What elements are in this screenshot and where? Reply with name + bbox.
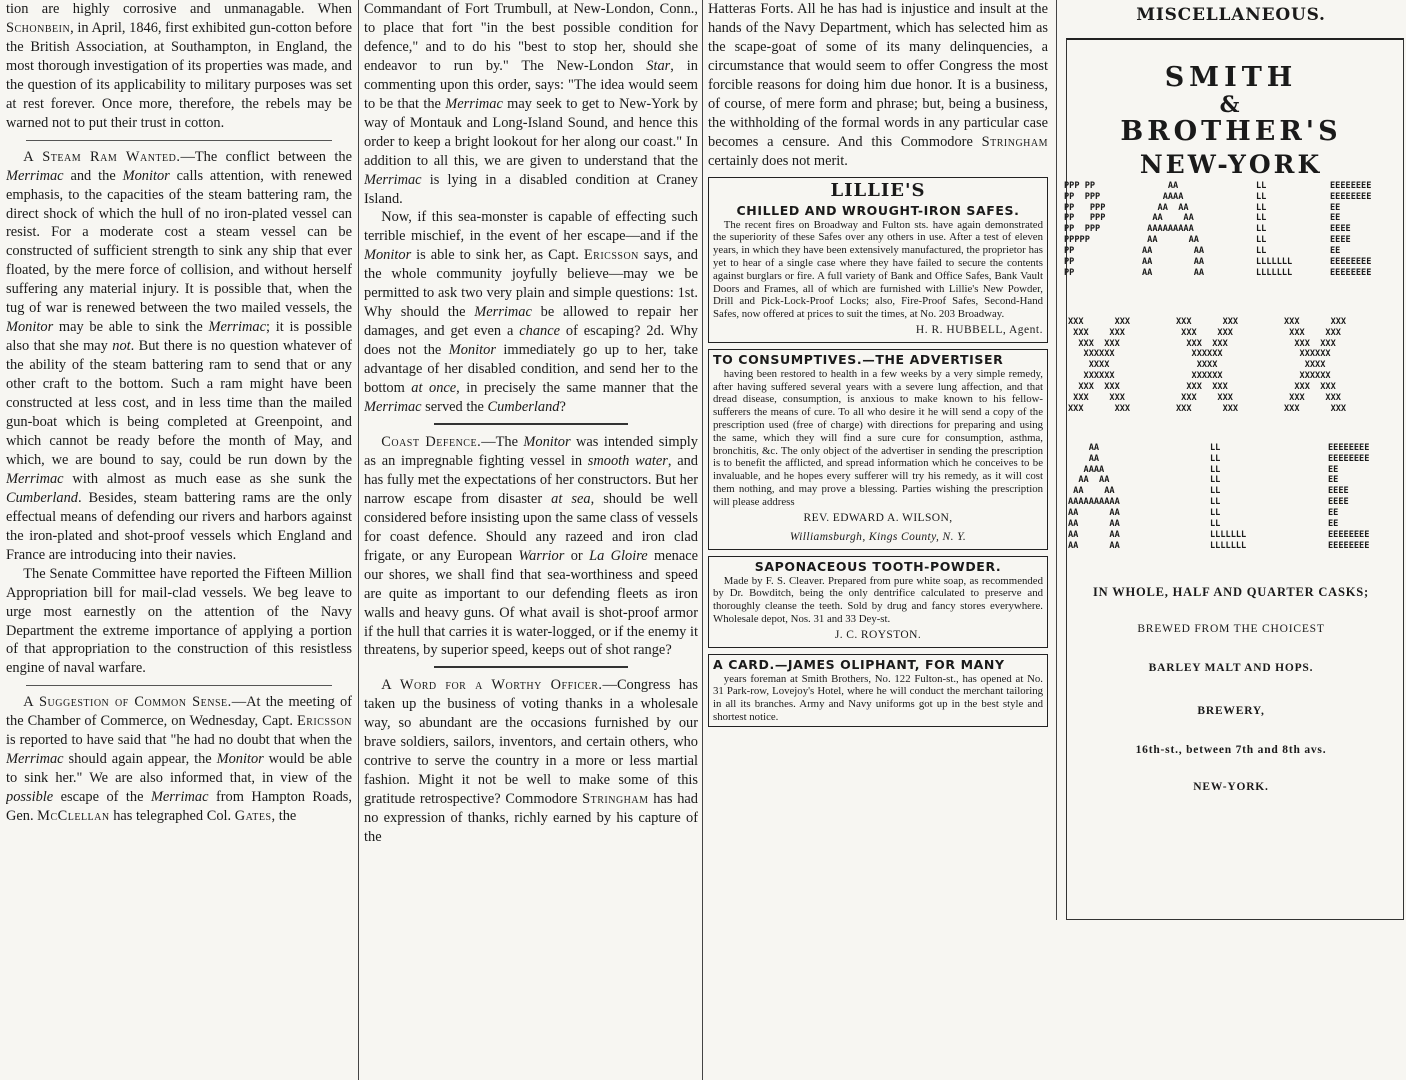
brewery-city: NEW-YORK. <box>1193 780 1269 793</box>
divider <box>434 423 628 427</box>
column-3 <box>708 0 1048 920</box>
brewery-line: BREWERY, <box>1197 704 1265 717</box>
divider <box>26 140 332 141</box>
hatteras-paragraph: Hatteras Forts. All he has had is injustice and insult at the hands of the Navy Department, which has selected him as the scape-goat of some of its many delinquencies, a circumstance that would seem to offer Congress the most forcible reasons for doing him due honor. It is a business, of course, of mere form and phrase; but, being a business, the withholding of the formal words in any particular case becomes a censure. And this Commodore Stringham certainly does not merit. <box>708 1 1048 169</box>
suggestion-heading: A Suggestion of Common Sense. <box>23 694 232 711</box>
consumptives-body: having been restored to health in a few weeks by a very simple remedy, after having suffered several years with a severe lung affection, and that dread disease, consumption, is anxious to make known to his fellow-sufferers the means of cure. To all who desire it he will send a copy of the prescription used (free of charge) with directions for preparing and using the same, which they will find a sure cure for consumption, asthma, bronchitis, &c. The only object of the advertiser in sending the prescription is to benefit the afflicted, and spread information which he conceives to be invaluable, and he hopes every sufferer will try his remedy, as it will cost them nothing, and may prove a blessing. Parties wishing the prescription will please address <box>713 367 1043 508</box>
steam-ram-heading: A Steam Ram Wanted. <box>23 148 181 165</box>
letter-L-art: LL LL LL LL LL LL LL LL LLLLLLL LLLLLLL <box>1210 442 1247 551</box>
smith-title: SMITH <box>1164 61 1298 93</box>
letter-X-art: XXX XXX XXX XXX XXX XXX XXXXXX XXXX XXXXXX XXX XXX XXX XXX XXX XXX <box>1284 316 1347 415</box>
xxx-letter-art <box>1060 317 1402 435</box>
tooth-powder-heading: SAPONACEOUS TOOTH-POWDER. <box>754 558 1002 574</box>
column-2 <box>364 0 698 1080</box>
letter-L-art: LL LL LL LL LL LL LL LLLLLLL LLLLLLL <box>1256 180 1293 279</box>
senate-paragraph: The Senate Committee have reported the Fifteen Million Appropriation bill for mail-clad vessels. We beg leave to urge most earnestly on the attention of the Navy Department the extreme importance of applying a portion of that appropriation to the construction of this resistless engine of naval warfare. <box>6 565 352 677</box>
brothers-title: BROTHER'S <box>1120 115 1342 147</box>
column-4 <box>1060 0 1402 920</box>
ale-letter-art <box>1060 443 1402 571</box>
card-body: years foreman at Smith Brothers, No. 122 Fulton-st., has opened at No. 31 Park-row, Lovejoy's Hotel, where he will conduct the merchant tailoring in all its branches. Army and Navy uniforms got up in the best style and shortest notice. <box>713 672 1043 724</box>
letter-E-art: EEEEEEEE EEEEEEEE EE EE EEEE EEEE EE EEEEEEEE EEEEEEEE <box>1330 180 1372 279</box>
letter-A-art: AA AAAA AA AA AA AA AAAAAAAAA AA AA AA AA AA AA AA AA <box>1142 180 1205 279</box>
consumptives-heading: TO CONSUMPTIVES.—THE ADVERTISER <box>713 351 1004 367</box>
letter-X-art: XXX XXX XXX XXX XXX XXX XXXXXX XXXX XXXXXX XXX XXX XXX XXX XXX XXX <box>1068 316 1131 415</box>
casks-line: IN WHOLE, HALF AND QUARTER CASKS; <box>1093 584 1369 599</box>
brewed-line: BREWED FROM THE CHOICEST <box>1137 622 1325 635</box>
consumptives-address: Williamsburgh, Kings County, N. Y. <box>789 530 967 543</box>
sea-monster-paragraph: Now, if this sea-monster is capable of effecting such terrible mischief, in the event of her escape—and if the Monitor is able to sink her, as Capt. Ericsson says, and the whole community joyfully believe—may we be permitted to ask two very plain and simple questions: 1st. Why should the Merrimac be allowed to repair her damages, and get even a chance of escaping? 2d. Why does not the Monitor immediately go up to her, take advantage of her disabled condition, and send her to the bottom at once, in precisely the same manner that the Merrimac served the Cumberland? <box>364 209 698 416</box>
consumptives-ad <box>708 349 1048 550</box>
tooth-powder-signature: J. C. ROYSTON. <box>834 628 922 641</box>
newyork-title: NEW-YORK <box>1139 149 1323 179</box>
consumptives-signature: REV. EDWARD A. WILSON, <box>803 511 953 524</box>
lillie-subtitle: CHILLED AND WROUGHT-IRON SAFES. <box>736 202 1020 218</box>
barley-line: BARLEY MALT AND HOPS. <box>1148 661 1314 674</box>
letter-P-art: PPP PP PP PPP PP PPP PP PPP PP PPP PPPPP PP PP PP <box>1064 180 1106 279</box>
tooth-powder-body: Made by F. S. Cleaver. Prepared from pure white soap, as recommended by Dr. Bowditch, being the only dentrifice calculated to preserve and thoroughly cleanse the teeth. Sold by drug and fancy stores everywhere. Wholesale depot, Nos. 31 and 33 Dey-st. <box>713 574 1043 625</box>
letter-X-art: XXX XXX XXX XXX XXX XXX XXXXXX XXXX XXXXXX XXX XXX XXX XXX XXX XXX <box>1176 316 1239 415</box>
card-heading: A CARD.—JAMES OLIPHANT, FOR MANY <box>713 656 1005 672</box>
divider <box>26 685 332 686</box>
worthy-officer-heading: A Word for a Worthy Officer. <box>381 677 603 694</box>
letter-E-art: EEEEEEEE EEEEEEEE EE EE EEEE EEEE EE EE EEEEEEEE EEEEEEEE <box>1328 442 1370 551</box>
miscellaneous-heading: MISCELLANEOUS. <box>1136 5 1326 25</box>
column-rule <box>358 0 359 1080</box>
divider <box>434 666 628 670</box>
card-ad <box>708 654 1048 727</box>
fort-trumbull-paragraph: Commandant of Fort Trumbull, at New-London, Conn., to place that fort "in the best possible condition for defence," and to do his "best to stop her, should she endeavor to run by." The New-London Star, in commenting upon this order, says: "The idea would seem to be that the Merrimac may seek to get to New-York by way of Montauk and Long-Island Sound, and hence this order to keep a bright lookout for her along our coast." In addition to all this, we are given to understand that the Merrimac is lying in a disabled condition at Craney Island. <box>364 1 698 207</box>
suggestion-article: A Suggestion of Common Sense.—At the meeting of the Chamber of Commerce, on Wednesday, Capt. Ericsson is reported to have said that "he had no doubt that when the Merrimac should again appear, the Monitor would be able to sink her." We are also informed that, in view of the possible escape of the Merrimac from Hampton Roads, Gen. McClellan has telegraphed Col. Gates, the <box>6 694 352 825</box>
lillie-body: The recent fires on Broadway and Fulton sts. have again demonstrated the superiority of these Safes over any others in use. After a test of eleven years, in which they have been extensively manufactured, the proprietor has yet to hear of a single case where they have failed to secure the contents against burglars or fire. A full variety of Bank and Office Safes, Bank Vault Doors and Frames, all of which are furnished with Lillie's New Powder, Drill and Pick-Lock-Proof Locks; also, Fire-Proof Safes, Second-Hand Safes, now offered at prices to suit the times, at No. 203 Broadway. <box>713 218 1043 321</box>
ampersand: & <box>1219 91 1243 118</box>
gun-cotton-paragraph: tion are highly corrosive and unmanagable. When Schonbein, in April, 1846, first exhibited gun-cotton before the British Association, at Southampton, in England, the most thorough investigation of its properties was made, and the question of its applicability to military purposes was set at rest forever. Once more, therefore, the rebels may be warned not to put their trust in cotton. <box>6 1 352 131</box>
lillie-safes-ad <box>708 177 1048 343</box>
pale-letter-art <box>1060 181 1402 311</box>
letter-A-art: AA AA AAAA AA AA AA AA AAAAAAAAAA AA AA AA AA AA AA AA AA <box>1068 442 1120 551</box>
column-rule <box>702 0 703 1080</box>
brewery-address: 16th-st., between 7th and 8th avs. <box>1135 743 1327 756</box>
column-rule <box>1056 0 1057 920</box>
lillie-signature: H. R. HUBBELL, Agent. <box>915 323 1043 336</box>
column-1 <box>6 0 352 1080</box>
worthy-officer-article: A Word for a Worthy Officer.—Congress has taken up the business of voting thanks in a wholesale way, so abundant are the occasions furnished by our brave soldiers, sailors, inventors, and certain others, who contrive to serve the country in a more or less martial fashion. Might it not be well to make some of this gratitude retrospective? Commodore Stringham has had no expression of thanks, richly earned by his capture of the <box>364 677 698 846</box>
tooth-powder-ad <box>708 556 1048 648</box>
coast-defence-article: Coast Defence.—The Monitor was intended simply as an impregnable fighting vessel in smooth water, and has fully met the expectations of her constructors. But her narrow escape from disaster at sea, should be well considered before insisting upon the same class of vessels for coast defence. Should any razeed and iron clad frigate, or any European Warrior or La Gloire menace our shores, we shall find that sea-worthiness and speed are quite as important to our defending fleets as iron walls and heavy guns. Of what avail is shot-proof armor if the hull that carries it is water-logged, or if the enemy it threatens, by superior speed, keeps out of shot range? <box>364 433 698 659</box>
coast-defence-heading: Coast Defence. <box>381 433 482 450</box>
steam-ram-article: A Steam Ram Wanted.—The conflict between the Merrimac and the Monitor calls attention, with renewed emphasis, to the capacities of the steam battering ram, the direct shock of which the hull of no iron-plated vessel can resist. For a moderate cost a steam vessel can be constructed of sufficient strength to sink any ship that ever floated, by the mere force of collision, and without herself suffering any material injury. It is possible that, when the tug of war is renewed between the two mailed vessels, the Monitor may be able to sink the Merrimac; it is possible also that she may not. But there is no question whatever of the ability of the steam battering ram to send that or any other craft to the bottom. Such a ram might have been constructed at less cost, and in less time than the mailed gun-boat which is being completed at Greenpoint, and which cannot be ready before the month of May, and which, we are bound to say, could be run down by the Merrimac with almost as much ease as she sunk the Cumberland. Besides, steam battering rams are the only effectual means of defending our rivers and harbors against the iron-plated and shot-proof vessels which England and France are introducing into their navies. <box>6 148 352 563</box>
lillie-title: LILLIE'S <box>830 179 926 201</box>
